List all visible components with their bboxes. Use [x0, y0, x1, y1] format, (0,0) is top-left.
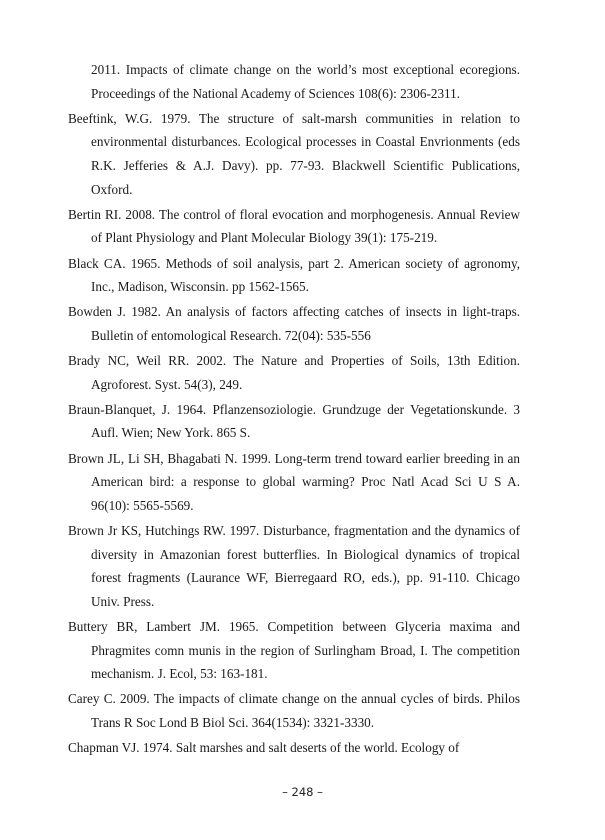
reference-entry: Brown Jr KS, Hutchings RW. 1997. Disturbance, fragmentation and the dynamics of diversity in Amazonian forest butterflies. In Biological dynamics of tropical forest fragments (Laurance WF, Bierregaard RO, eds.), pp. 91-110. Chicago Univ. Press.	[68, 523, 520, 609]
reference-entry: Braun-Blanquet, J. 1964. Pflanzensoziologie. Grundzuge der Vegetationskunde. 3 Aufl. Wien; New York. 865 S.	[68, 401, 520, 441]
reference-entry: Beeftink, W.G. 1979. The structure of salt-marsh communities in relation to environmental disturbances. Ecological processes in Coastal Envrionments (eds R.K. Jefferies & A.J. Davy). pp. 77-93. Blackwell Scientific Publications, Oxford.	[68, 110, 520, 197]
reference-entry: Bertin RI. 2008. The control of floral evocation and morphogenesis. Annual Review of Plant Physiology and Plant Molecular Biology 39(1): 175-219.	[68, 206, 520, 246]
reference-entry: Brady NC, Weil RR. 2002. The Nature and Properties of Soils, 13th Edition. Agroforest. Syst. 54(3), 249.	[68, 353, 520, 392]
reference-entry: Chapman VJ. 1974. Salt marshes and salt deserts of the world. Ecology of	[68, 740, 460, 756]
reference-list	[68, 58, 520, 761]
reference-entry: Buttery BR, Lambert JM. 1965. Competition between Glyceria maxima and Phragmites comn munis in the region of Surlingham Broad, I. The competition mechanism. J. Ecol, 53: 163-181.	[68, 619, 520, 682]
reference-entry: Carey C. 2009. The impacts of climate change on the annual cycles of birds. Philos Trans R Soc Lond B Biol Sci. 364(1534): 3321-3330.	[68, 691, 520, 730]
page-number: – 248 –	[282, 785, 323, 799]
reference-entry: Brown JL, Li SH, Bhagabati N. 1999. Long-term trend toward earlier breeding in an American bird: a response to global warming? Proc Natl Acad Sci U S A. 96(10): 5565-5569.	[68, 450, 520, 513]
reference-entry: Bowden J. 1982. An analysis of factors affecting catches of insects in light-traps. Bulletin of entomological Research. 72(04): 535-556	[68, 304, 520, 343]
reference-entry: Black CA. 1965. Methods of soil analysis, part 2. American society of agronomy, Inc., Madison, Wisconsin. pp 1562-1565.	[68, 255, 520, 295]
reference-entry: 2011. Impacts of climate change on the world’s most exceptional ecoregions. Proceedings of the National Academy of Sciences 108(6): 2306-2311.	[91, 62, 520, 101]
